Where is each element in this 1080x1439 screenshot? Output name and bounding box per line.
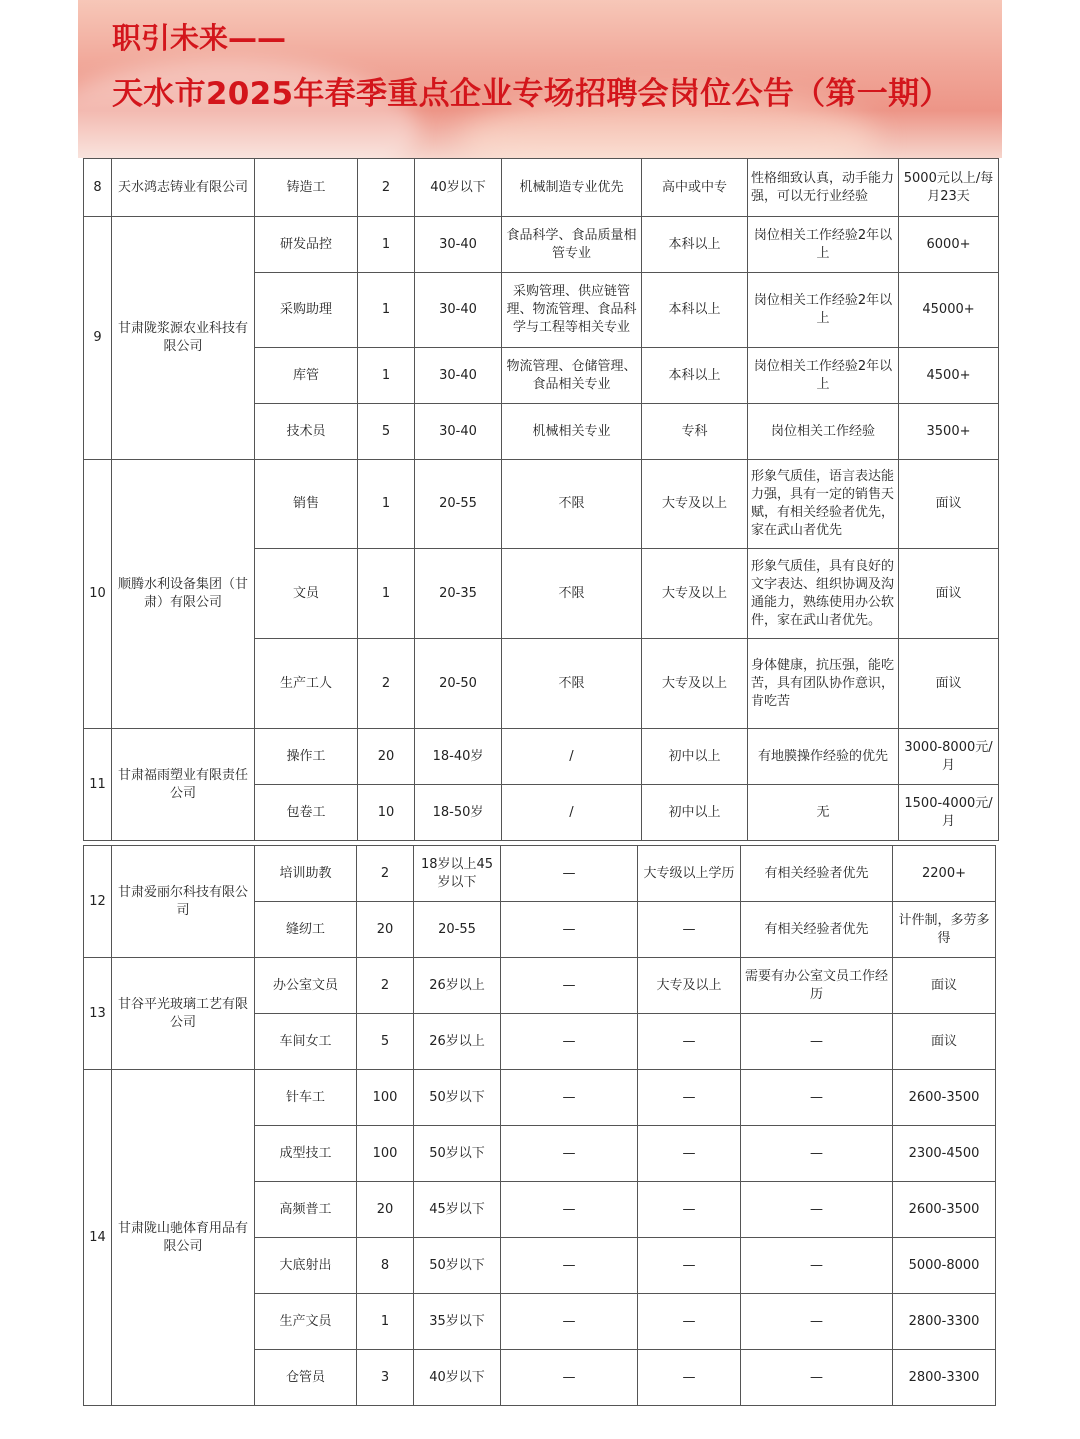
job-education: 初中以上 xyxy=(642,729,748,785)
job-salary: 3000-8000元/月 xyxy=(899,729,999,785)
job-education: 专科 xyxy=(642,404,748,460)
company-name: 顺腾水利设备集团（甘肃）有限公司 xyxy=(112,460,255,729)
job-title: 操作工 xyxy=(255,729,358,785)
job-title: 缝纫工 xyxy=(255,902,357,958)
job-age: 26岁以上 xyxy=(414,958,501,1014)
table-row xyxy=(84,958,996,1014)
job-salary: 2200+ xyxy=(893,846,996,902)
job-salary: 2800-3300 xyxy=(893,1350,996,1406)
job-major: — xyxy=(501,846,638,902)
job-age: 40岁以下 xyxy=(415,159,502,217)
job-salary: 6000+ xyxy=(899,217,999,273)
job-major: — xyxy=(501,1014,638,1070)
company-name: 甘谷平光玻璃工艺有限公司 xyxy=(112,958,255,1070)
job-education: — xyxy=(638,1182,741,1238)
job-education: 大专及以上 xyxy=(642,460,748,549)
job-education: — xyxy=(638,1350,741,1406)
job-count: 1 xyxy=(358,460,415,549)
job-requirement: — xyxy=(741,1294,893,1350)
job-salary: 5000-8000 xyxy=(893,1238,996,1294)
job-requirement: 有相关经验者优先 xyxy=(741,902,893,958)
job-salary: 1500-4000元/月 xyxy=(899,785,999,841)
company-name: 甘肃陇山驰体育用品有限公司 xyxy=(112,1070,255,1406)
job-requirement: — xyxy=(741,1350,893,1406)
job-requirement: 岗位相关工作经验 xyxy=(748,404,899,460)
job-age: 50岁以下 xyxy=(414,1126,501,1182)
job-count: 2 xyxy=(357,846,414,902)
job-count: 1 xyxy=(358,273,415,348)
job-age: 18-40岁 xyxy=(415,729,502,785)
job-education: 本科以上 xyxy=(642,217,748,273)
job-major: — xyxy=(501,1182,638,1238)
job-salary: 3500+ xyxy=(899,404,999,460)
company-number: 11 xyxy=(84,729,112,841)
job-title: 库管 xyxy=(255,348,358,404)
job-count: 5 xyxy=(357,1014,414,1070)
job-education: — xyxy=(638,1238,741,1294)
job-salary: 2300-4500 xyxy=(893,1126,996,1182)
job-major: 不限 xyxy=(502,460,642,549)
job-count: 10 xyxy=(358,785,415,841)
job-age: 30-40 xyxy=(415,273,502,348)
job-requirement: 有相关经验者优先 xyxy=(741,846,893,902)
job-salary: 面议 xyxy=(893,1014,996,1070)
job-major: — xyxy=(501,1070,638,1126)
job-title: 大底射出 xyxy=(255,1238,357,1294)
job-major: — xyxy=(501,958,638,1014)
job-title: 包卷工 xyxy=(255,785,358,841)
job-salary: 2600-3500 xyxy=(893,1182,996,1238)
job-requirement: — xyxy=(741,1182,893,1238)
job-age: 30-40 xyxy=(415,217,502,273)
company-number: 13 xyxy=(84,958,112,1070)
job-title: 采购助理 xyxy=(255,273,358,348)
job-title: 技术员 xyxy=(255,404,358,460)
job-major: 食品科学、食品质量相管专业 xyxy=(502,217,642,273)
job-salary: 45000+ xyxy=(899,273,999,348)
job-requirement: 无 xyxy=(748,785,899,841)
job-requirement: 形象气质佳，具有良好的文字表达、组织协调及沟通能力，熟练使用办公软件，家在武山者优先。 xyxy=(748,549,899,639)
job-requirement: — xyxy=(741,1126,893,1182)
job-education: 大专及以上 xyxy=(638,958,741,1014)
job-title: 研发品控 xyxy=(255,217,358,273)
job-age: 40岁以下 xyxy=(414,1350,501,1406)
job-major: 机械制造专业优先 xyxy=(502,159,642,217)
job-education: 本科以上 xyxy=(642,348,748,404)
job-major: / xyxy=(502,729,642,785)
job-requirement: 需要有办公室文员工作经历 xyxy=(741,958,893,1014)
job-table-part2 xyxy=(83,845,996,1406)
job-education: — xyxy=(638,1070,741,1126)
company-number: 12 xyxy=(84,846,112,958)
job-count: 8 xyxy=(357,1238,414,1294)
job-age: 20-55 xyxy=(414,902,501,958)
table-row xyxy=(84,846,996,902)
company-number: 10 xyxy=(84,460,112,729)
job-age: 20-50 xyxy=(415,639,502,729)
job-age: 35岁以下 xyxy=(414,1294,501,1350)
job-count: 1 xyxy=(358,348,415,404)
table-row xyxy=(84,159,999,217)
job-age: 50岁以下 xyxy=(414,1070,501,1126)
header-title-line2: 天水市2025年春季重点企业专场招聘会岗位公告（第一期） xyxy=(112,76,951,112)
job-major: / xyxy=(502,785,642,841)
job-education: — xyxy=(638,902,741,958)
job-age: 30-40 xyxy=(415,404,502,460)
job-title: 铸造工 xyxy=(255,159,358,217)
table-row xyxy=(84,217,999,273)
job-major: 机械相关专业 xyxy=(502,404,642,460)
job-title: 文员 xyxy=(255,549,358,639)
job-age: 30-40 xyxy=(415,348,502,404)
job-count: 2 xyxy=(358,159,415,217)
job-age: 26岁以上 xyxy=(414,1014,501,1070)
job-major: 不限 xyxy=(502,549,642,639)
job-salary: 计件制，多劳多得 xyxy=(893,902,996,958)
job-age: 50岁以下 xyxy=(414,1238,501,1294)
job-count: 1 xyxy=(357,1294,414,1350)
job-age: 20-55 xyxy=(415,460,502,549)
table-row xyxy=(84,1070,996,1126)
job-count: 100 xyxy=(357,1126,414,1182)
job-salary: 面议 xyxy=(899,460,999,549)
job-major: — xyxy=(501,902,638,958)
company-number: 14 xyxy=(84,1070,112,1406)
job-count: 5 xyxy=(358,404,415,460)
job-education: 初中以上 xyxy=(642,785,748,841)
job-count: 1 xyxy=(358,549,415,639)
job-education: 高中或中专 xyxy=(642,159,748,217)
job-requirement: — xyxy=(741,1070,893,1126)
company-name: 甘肃爱丽尔科技有限公司 xyxy=(112,846,255,958)
job-count: 2 xyxy=(357,958,414,1014)
job-salary: 面议 xyxy=(899,639,999,729)
job-requirement: — xyxy=(741,1014,893,1070)
job-salary: 4500+ xyxy=(899,348,999,404)
job-salary: 面议 xyxy=(893,958,996,1014)
job-title: 办公室文员 xyxy=(255,958,357,1014)
job-count: 2 xyxy=(358,639,415,729)
job-title: 成型技工 xyxy=(255,1126,357,1182)
job-title: 生产工人 xyxy=(255,639,358,729)
job-major: — xyxy=(501,1350,638,1406)
job-age: 20-35 xyxy=(415,549,502,639)
job-salary: 2800-3300 xyxy=(893,1294,996,1350)
job-major: 采购管理、供应链管理、物流管理、食品科学与工程等相关专业 xyxy=(502,273,642,348)
job-count: 100 xyxy=(357,1070,414,1126)
job-requirement: — xyxy=(741,1238,893,1294)
job-education: 本科以上 xyxy=(642,273,748,348)
job-major: — xyxy=(501,1126,638,1182)
job-salary: 2600-3500 xyxy=(893,1070,996,1126)
job-age: 18岁以上45岁以下 xyxy=(414,846,501,902)
job-major: 不限 xyxy=(502,639,642,729)
job-table-part1 xyxy=(83,158,999,841)
job-education: — xyxy=(638,1294,741,1350)
job-requirement: 形象气质佳，语言表达能力强，具有一定的销售天赋，有相关经验者优先，家在武山者优先 xyxy=(748,460,899,549)
company-name: 天水鸿志铸业有限公司 xyxy=(112,159,255,217)
job-age: 45岁以下 xyxy=(414,1182,501,1238)
job-title: 销售 xyxy=(255,460,358,549)
job-count: 20 xyxy=(357,1182,414,1238)
job-requirement: 性格细致认真，动手能力强，可以无行业经验 xyxy=(748,159,899,217)
job-title: 生产文员 xyxy=(255,1294,357,1350)
job-count: 20 xyxy=(357,902,414,958)
table-row xyxy=(84,729,999,785)
job-title: 车间女工 xyxy=(255,1014,357,1070)
job-count: 3 xyxy=(357,1350,414,1406)
job-title: 仓管员 xyxy=(255,1350,357,1406)
job-major: — xyxy=(501,1294,638,1350)
header-title-line1: 职引未来—— xyxy=(112,21,287,55)
job-requirement: 岗位相关工作经验2年以上 xyxy=(748,273,899,348)
job-education: 大专及以上 xyxy=(642,549,748,639)
table-row xyxy=(84,460,999,549)
job-title: 培训助教 xyxy=(255,846,357,902)
job-requirement: 身体健康，抗压强，能吃苦，具有团队协作意识，肯吃苦 xyxy=(748,639,899,729)
job-education: — xyxy=(638,1126,741,1182)
job-title: 针车工 xyxy=(255,1070,357,1126)
job-education: — xyxy=(638,1014,741,1070)
job-count: 1 xyxy=(358,217,415,273)
job-age: 18-50岁 xyxy=(415,785,502,841)
job-education: 大专级以上学历 xyxy=(638,846,741,902)
job-requirement: 岗位相关工作经验2年以上 xyxy=(748,217,899,273)
job-requirement: 岗位相关工作经验2年以上 xyxy=(748,348,899,404)
job-count: 20 xyxy=(358,729,415,785)
company-number: 8 xyxy=(84,159,112,217)
job-salary: 5000元以上/每月23天 xyxy=(899,159,999,217)
header-banner xyxy=(78,0,1002,158)
job-education: 大专及以上 xyxy=(642,639,748,729)
job-major: 物流管理、仓储管理、食品相关专业 xyxy=(502,348,642,404)
job-title: 高频普工 xyxy=(255,1182,357,1238)
company-name: 甘肃福雨塑业有限责任公司 xyxy=(112,729,255,841)
company-name: 甘肃陇浆源农业科技有限公司 xyxy=(112,217,255,460)
job-requirement: 有地膜操作经验的优先 xyxy=(748,729,899,785)
job-salary: 面议 xyxy=(899,549,999,639)
job-major: — xyxy=(501,1238,638,1294)
company-number: 9 xyxy=(84,217,112,460)
